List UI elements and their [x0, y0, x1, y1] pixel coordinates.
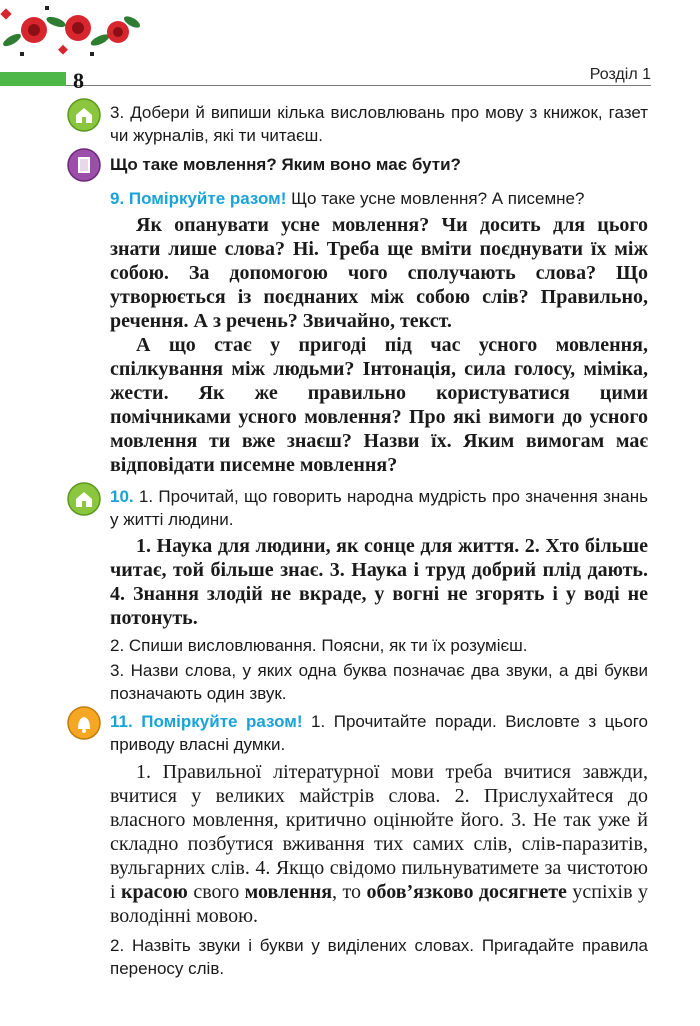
exercise-10-task-3: 3. Назви слова, у яких одна буква позначає два звуки, а дві букви позначають один звук.: [110, 661, 648, 703]
exercise-11-prompt: [110, 710, 648, 756]
task-3-text: 3. Добери й випиши кілька висловлювань про мову з книжок, газет чи журналів, які ти читаєш.: [110, 103, 648, 145]
exercise-11-task-2: 2. Назвіть звуки і букви у виділених словах. Пригадайте правила переносу слів.: [110, 936, 648, 978]
exercise-11-advice: [110, 760, 648, 928]
highlighted-word-1: красою: [121, 881, 188, 903]
exercise-10-task-2: 2. Спиши висловлювання. Поясни, як ти їх розумієш.: [110, 636, 528, 655]
exercise-10-question: 1. Прочитай, що говорить народна мудрість про значення знань у житті людини.: [110, 487, 648, 529]
advice-text-b: свого: [187, 881, 245, 903]
page-number: 8: [73, 68, 84, 93]
exercise-9-paragraph-2: А що стає у пригоді під час усного мовлення, спілкування між людьми? Інтонація, сила голосу, міміка, жести. Як же правильно користуватися цими помічниками усного мовлення? Про які вимоги до усного мовлення ти вже знаєш? Назви їх. Яким вимогам має відповідати писемне мовлення?: [110, 334, 648, 476]
advice-text-a: 1. Правильної літературної мови треба вчитися завжди, вчитися у великих майстрів слова. 2. Прислухайтеся до власного мовлення, критично оцінюйте його. 3. Не так уже й складно позбутися вживання тих самих слів, слів-паразитів, вульгарних слів. 4. Якщо свідомо пильнуватимете за чистотою і: [110, 761, 648, 903]
bell-icon: [67, 706, 101, 740]
home-icon: [67, 482, 101, 516]
exercise-9-question: Що таке усне мовлення? А писемне?: [286, 189, 585, 208]
advice-text-c: , то: [332, 881, 367, 903]
exercise-10-prompt: [110, 485, 648, 531]
section-label: Розділ 1: [589, 66, 651, 83]
exercise-9-paragraph-1: Як опанувати усне мовлення? Чи досить для цього знати лише слова? Ні. Треба ще вміти поєднувати їх між собою. За допомогою чого сполучають слова? Що утворюється із поєднаних між собою слів? Правильно, речення. А з речень? Звичайно, текст.: [110, 214, 648, 332]
home-icon: [67, 98, 101, 132]
advice-text-d: успіхів у володінні мовою.: [110, 881, 648, 927]
exercise-9-prompt: [110, 187, 648, 210]
exercise-11-question: 1. Прочитайте поради. Висловте з цього приводу власні думки.: [110, 712, 648, 754]
folk-ornament: [0, 0, 150, 70]
section-heading: Що таке мовлення? Яким воно має бути?: [110, 155, 461, 174]
exercise-10-number: 10.: [110, 487, 134, 506]
exercise-11-number: 11. Поміркуйте разом!: [110, 712, 303, 731]
highlighted-word-2: мовлення: [244, 881, 333, 903]
header-rule: [66, 85, 651, 86]
header-green-bar: [0, 72, 66, 86]
exercise-9-number: 9. Поміркуйте разом!: [110, 189, 287, 208]
book-icon: [67, 148, 101, 182]
highlighted-word-3: обов’язково досягнете: [366, 881, 567, 903]
exercise-10-proverbs: 1. Наука для людини, як сонце для життя. 2. Хто більше читає, той більше знає. 3. Наука і труд добрий плід дають. 4. Знання злодій не вкраде, у вогні не згорять і у воді не потонуть.: [110, 535, 648, 629]
